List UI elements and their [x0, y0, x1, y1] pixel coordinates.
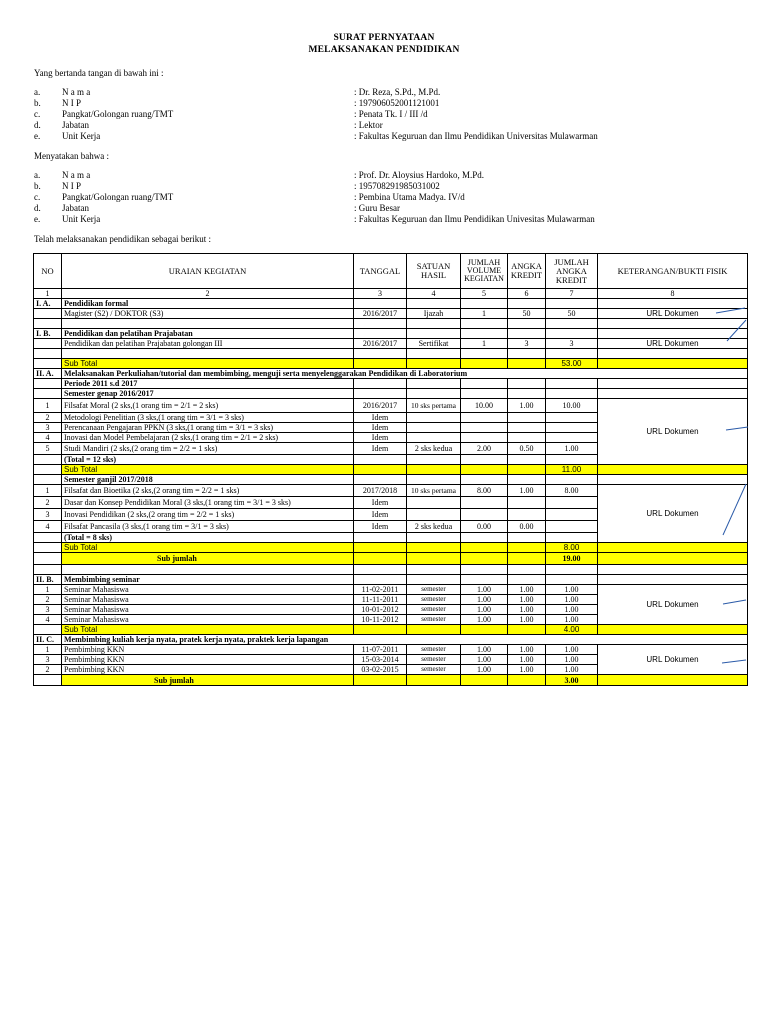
activity-table	[33, 253, 748, 686]
row-tanggal: 10-11-2012	[354, 615, 407, 625]
row-uraian: Pembimbing KKN	[62, 655, 354, 665]
semester-row	[34, 475, 748, 485]
section-title: Membimbing seminar	[62, 575, 354, 585]
empty-row	[34, 565, 748, 575]
section-title: Pendidikan formal	[62, 299, 354, 309]
table-row	[34, 309, 748, 319]
row-volume: 1.00	[461, 585, 508, 595]
subtotal-row	[34, 543, 748, 553]
url-dokumen-link[interactable]: URL Dokumen	[646, 509, 699, 518]
row-volume: 1	[461, 309, 508, 319]
row-satuan: semester	[407, 605, 461, 615]
subtotal-value: 4.00	[546, 625, 598, 635]
colnum: 3	[354, 289, 407, 299]
row-uraian: Inovasi Pendidikan (2 sks,(2 orang tim = 2/2 = 1 sks)	[62, 509, 354, 521]
row-volume: 1	[461, 339, 508, 349]
table-row	[34, 339, 748, 349]
total-label: (Total = 12 sks)	[62, 455, 354, 465]
periode-row	[34, 379, 748, 389]
total-label: (Total = 8 sks)	[62, 533, 354, 543]
header-uraian: URAIAN KEGIATAN	[62, 254, 354, 289]
row-no: 1	[34, 485, 62, 497]
field-value: : Prof. Dr. Aloysius Hardoko, M.Pd.	[354, 170, 485, 180]
field-label: Pangkat/Golongan ruang/TMT	[62, 109, 174, 119]
row-angka: 0.00	[508, 521, 546, 533]
row-uraian: Seminar Mahasiswa	[62, 605, 354, 615]
empty-row	[34, 319, 748, 329]
row-jumlah: 1.00	[546, 595, 598, 605]
colnum: 1	[34, 289, 62, 299]
empty-row	[34, 349, 748, 359]
field-value: : Fakultas Keguruan dan Ilmu Pendidikan Univesitas Mulawarman	[354, 214, 595, 224]
row-no: 3	[34, 605, 62, 615]
field-letter: c.	[34, 192, 41, 202]
row-tanggal: Idem	[354, 509, 407, 521]
section-code: I. B.	[34, 329, 62, 339]
field-label: Jabatan	[62, 120, 89, 130]
subtotal-value: 8.00	[546, 543, 598, 553]
row-jumlah: 1.00	[546, 605, 598, 615]
colnum: 7	[546, 289, 598, 299]
field-letter: d.	[34, 203, 41, 213]
row-uraian: Pendidikan dan pelatihan Prajabatan golongan III	[62, 339, 354, 349]
row-no: 5	[34, 443, 62, 455]
table-row	[34, 645, 748, 655]
row-tanggal: Idem	[354, 443, 407, 455]
column-number-row	[34, 289, 748, 299]
field-value: : 197906052001121001	[354, 98, 440, 108]
field-letter: d.	[34, 120, 41, 130]
row-volume: 0.00	[461, 521, 508, 533]
row-angka: 1.00	[508, 665, 546, 675]
field-letter: a.	[34, 87, 41, 97]
section-title: Melaksanakan Perkuliahan/tutorial dan membimbing, menguji serta menyelenggarakan Pendidikan di Laboratorium	[62, 369, 748, 379]
url-dokumen-link[interactable]: URL Dokumen	[646, 655, 699, 664]
periode-label: Periode 2011 s.d 2017	[62, 379, 354, 389]
table-row	[34, 585, 748, 595]
row-volume: 1.00	[461, 595, 508, 605]
row-no: 1	[34, 585, 62, 595]
row-angka: 1.00	[508, 645, 546, 655]
field-letter: b.	[34, 98, 41, 108]
semester-row	[34, 389, 748, 399]
subjumlah-value: 19.00	[546, 553, 598, 565]
field-letter: b.	[34, 181, 41, 191]
subtotal-row	[34, 359, 748, 369]
row-tanggal: 2016/2017	[354, 399, 407, 413]
subtotal-row	[34, 465, 748, 475]
field-label: N I P	[62, 98, 82, 108]
row-angka: 50	[508, 309, 546, 319]
section-header-row	[34, 369, 748, 379]
subtotal-row	[34, 625, 748, 635]
row-angka: 3	[508, 339, 546, 349]
row-uraian: Seminar Mahasiswa	[62, 595, 354, 605]
row-satuan: semester	[407, 585, 461, 595]
row-uraian: Seminar Mahasiswa	[62, 585, 354, 595]
semester-label: Semester genap 2016/2017	[62, 389, 354, 399]
row-jumlah: 1.00	[546, 615, 598, 625]
row-angka: 1.00	[508, 595, 546, 605]
subtotal-label: Sub Total	[62, 625, 354, 635]
subtotal-label: Sub Total	[62, 465, 354, 475]
section-header-row	[34, 575, 748, 585]
row-no: 1	[34, 645, 62, 655]
row-jumlah: 1.00	[546, 585, 598, 595]
field-letter: c.	[34, 109, 41, 119]
field-value: : Dr. Reza, S.Pd., M.Pd.	[354, 87, 441, 97]
row-angka: 1.00	[508, 655, 546, 665]
section-title: Membimbing kuliah kerja nyata, pratek kerja nyata, praktek kerja lapangan	[62, 635, 748, 645]
row-satuan: 10 sks pertama	[407, 399, 461, 413]
subtotal-label: Sub Total	[62, 543, 354, 553]
row-tanggal: Idem	[354, 413, 407, 423]
url-dokumen-link[interactable]: URL Dokumen	[646, 339, 699, 348]
row-no: 3	[34, 655, 62, 665]
document-subtitle: MELAKSANAKAN PENDIDIKAN	[308, 45, 460, 55]
section-title: Pendidikan dan pelatihan Prajabatan	[62, 329, 354, 339]
row-tanggal: Idem	[354, 423, 407, 433]
row-satuan: Sertifikat	[407, 339, 461, 349]
row-angka: 1.00	[508, 399, 546, 413]
field-label: N I P	[62, 181, 82, 191]
semester-label: Semester ganjil 2017/2018	[62, 475, 354, 485]
field-label: Unit Kerja	[62, 131, 101, 141]
field-letter: e.	[34, 214, 41, 224]
row-no: 2	[34, 413, 62, 423]
row-angka: 1.00	[508, 605, 546, 615]
header-angka: ANGKA KREDIT	[508, 254, 546, 289]
row-jumlah: 3	[546, 339, 598, 349]
document-title: SURAT PERNYATAAN	[333, 33, 435, 43]
table-header-row	[34, 254, 748, 289]
row-uraian: Filsafat Moral (2 sks,(1 orang tim = 2/1 = 2 sks)	[62, 399, 354, 413]
row-uraian: Filsafat Pancasila (3 sks,(1 orang tim = 3/1 = 3 sks)	[62, 521, 354, 533]
field-value: : Lektor	[354, 120, 383, 130]
row-volume: 8.00	[461, 485, 508, 497]
row-uraian: Metodologi Penelitian (3 sks,(1 orang tim = 3/1 = 3 sks)	[62, 413, 354, 423]
row-tanggal: 2017/2018	[354, 485, 407, 497]
row-volume: 1.00	[461, 655, 508, 665]
row-uraian: Magister (S2) / DOKTOR (S3)	[62, 309, 354, 319]
field-value: : 195708291985031002	[354, 181, 440, 191]
subtotal-label: Sub Total	[62, 359, 354, 369]
section-code: II. C.	[34, 635, 62, 645]
colnum: 8	[598, 289, 748, 299]
row-angka: 1.00	[508, 585, 546, 595]
table-row	[34, 399, 748, 413]
subtotal-value: 53.00	[546, 359, 598, 369]
row-volume: 1.00	[461, 605, 508, 615]
row-no: 1	[34, 399, 62, 413]
field-value: : Fakultas Keguruan dan Ilmu Pendidikan Universitas Mulawarman	[354, 131, 598, 141]
section-code: II. A.	[34, 369, 62, 379]
row-volume: 1.00	[461, 645, 508, 655]
field-label: Unit Kerja	[62, 214, 101, 224]
field-label: N a m a	[62, 87, 91, 97]
subjumlah-row	[34, 553, 748, 565]
colnum: 2	[62, 289, 354, 299]
header-no: NO	[34, 254, 62, 289]
row-jumlah: 1.00	[546, 665, 598, 675]
colnum: 6	[508, 289, 546, 299]
row-volume: 2.00	[461, 443, 508, 455]
row-jumlah: 1.00	[546, 443, 598, 455]
row-no: 2	[34, 665, 62, 675]
activities-intro: Telah melaksanakan pendidikan sebagai berikut :	[34, 234, 212, 244]
row-satuan: semester	[407, 655, 461, 665]
section-code: I. A.	[34, 299, 62, 309]
header-jumlah: JUMLAH ANGKA KREDIT	[546, 254, 598, 289]
field-value: : Penata Tk. I / III /d	[354, 109, 428, 119]
row-no: 4	[34, 433, 62, 443]
row-angka: 1.00	[508, 615, 546, 625]
row-tanggal: 15-03-2014	[354, 655, 407, 665]
header-tanggal: TANGGAL	[354, 254, 407, 289]
row-volume: 1.00	[461, 615, 508, 625]
section-code: II. B.	[34, 575, 62, 585]
intro-text: Yang bertanda tangan di bawah ini :	[34, 68, 164, 78]
field-label: Jabatan	[62, 203, 89, 213]
subtotal-value: 11.00	[546, 465, 598, 475]
field-value: : Pembina Utama Madya. IV/d	[354, 192, 465, 202]
subjumlah-row	[34, 675, 748, 686]
header-satuan: SATUAN HASIL	[407, 254, 461, 289]
subjumlah-value: 3.00	[546, 675, 598, 686]
row-satuan: Ijazah	[407, 309, 461, 319]
row-tanggal: 2016/2017	[354, 309, 407, 319]
row-tanggal: Idem	[354, 497, 407, 509]
row-no: 3	[34, 509, 62, 521]
row-uraian: Perencanaan Pengajaran PPKN (3 sks,(1 orang tim = 3/1 = 3 sks)	[62, 423, 354, 433]
row-uraian: Pembimbing KKN	[62, 665, 354, 675]
row-satuan: semester	[407, 645, 461, 655]
url-dokumen-link[interactable]: URL Dokumen	[646, 600, 699, 609]
row-jumlah: 10.00	[546, 399, 598, 413]
row-tanggal: 2016/2017	[354, 339, 407, 349]
row-uraian: Filsafat dan Bioetika (2 sks,(2 orang tim = 2/2 = 1 sks)	[62, 485, 354, 497]
section-header-row	[34, 635, 748, 645]
row-uraian: Pembimbing KKN	[62, 645, 354, 655]
url-dokumen-link[interactable]: URL Dokumen	[646, 427, 699, 436]
url-dokumen-link[interactable]: URL Dokumen	[646, 309, 699, 318]
field-letter: a.	[34, 170, 41, 180]
field-label: Pangkat/Golongan ruang/TMT	[62, 192, 174, 202]
row-uraian: Seminar Mahasiswa	[62, 615, 354, 625]
row-angka: 0.50	[508, 443, 546, 455]
states-text: Menyatakan bahwa :	[34, 151, 109, 161]
row-satuan: 10 sks pertama	[407, 485, 461, 497]
field-label: N a m a	[62, 170, 91, 180]
row-tanggal: 11-11-2011	[354, 595, 407, 605]
row-tanggal: 11-07-2011	[354, 645, 407, 655]
row-no: 4	[34, 521, 62, 533]
section-header-row	[34, 299, 748, 309]
table-row	[34, 485, 748, 497]
colnum: 4	[407, 289, 461, 299]
row-satuan: 2 sks kedua	[407, 443, 461, 455]
section-header-row	[34, 329, 748, 339]
row-satuan: semester	[407, 665, 461, 675]
field-value: : Guru Besar	[354, 203, 400, 213]
row-volume: 10.00	[461, 399, 508, 413]
row-jumlah: 8.00	[546, 485, 598, 497]
subjumlah-label: Sub jumlah	[62, 675, 354, 686]
row-no: 4	[34, 615, 62, 625]
colnum: 5	[461, 289, 508, 299]
header-keterangan: KETERANGAN/BUKTI FISIK	[598, 254, 748, 289]
row-tanggal: 03-02-2015	[354, 665, 407, 675]
row-no: 3	[34, 423, 62, 433]
row-uraian: Dasar dan Konsep Pendidikan Moral (3 sks,(1 orang tim = 3/1 = 3 sks)	[62, 497, 354, 509]
header-volume: JUMLAH VOLUME KEGIATAN	[461, 254, 508, 289]
row-volume: 1.00	[461, 665, 508, 675]
row-tanggal: Idem	[354, 521, 407, 533]
row-tanggal: 11-02-2011	[354, 585, 407, 595]
row-tanggal: Idem	[354, 433, 407, 443]
row-uraian: Inovasi dan Model Pembelajaran (2 sks,(1 orang tim = 2/1 = 2 sks)	[62, 433, 354, 443]
row-jumlah: 1.00	[546, 645, 598, 655]
row-jumlah: 50	[546, 309, 598, 319]
field-letter: e.	[34, 131, 41, 141]
row-no: 2	[34, 497, 62, 509]
subjumlah-label: Sub jumlah	[62, 553, 354, 565]
row-satuan: semester	[407, 615, 461, 625]
row-uraian: Studi Mandiri (2 sks,(2 orang tim = 2/2 = 1 sks)	[62, 443, 354, 455]
row-satuan: 2 sks kedua	[407, 521, 461, 533]
row-jumlah: 1.00	[546, 655, 598, 665]
row-no: 2	[34, 595, 62, 605]
row-angka: 1.00	[508, 485, 546, 497]
row-satuan: semester	[407, 595, 461, 605]
row-tanggal: 10-01-2012	[354, 605, 407, 615]
